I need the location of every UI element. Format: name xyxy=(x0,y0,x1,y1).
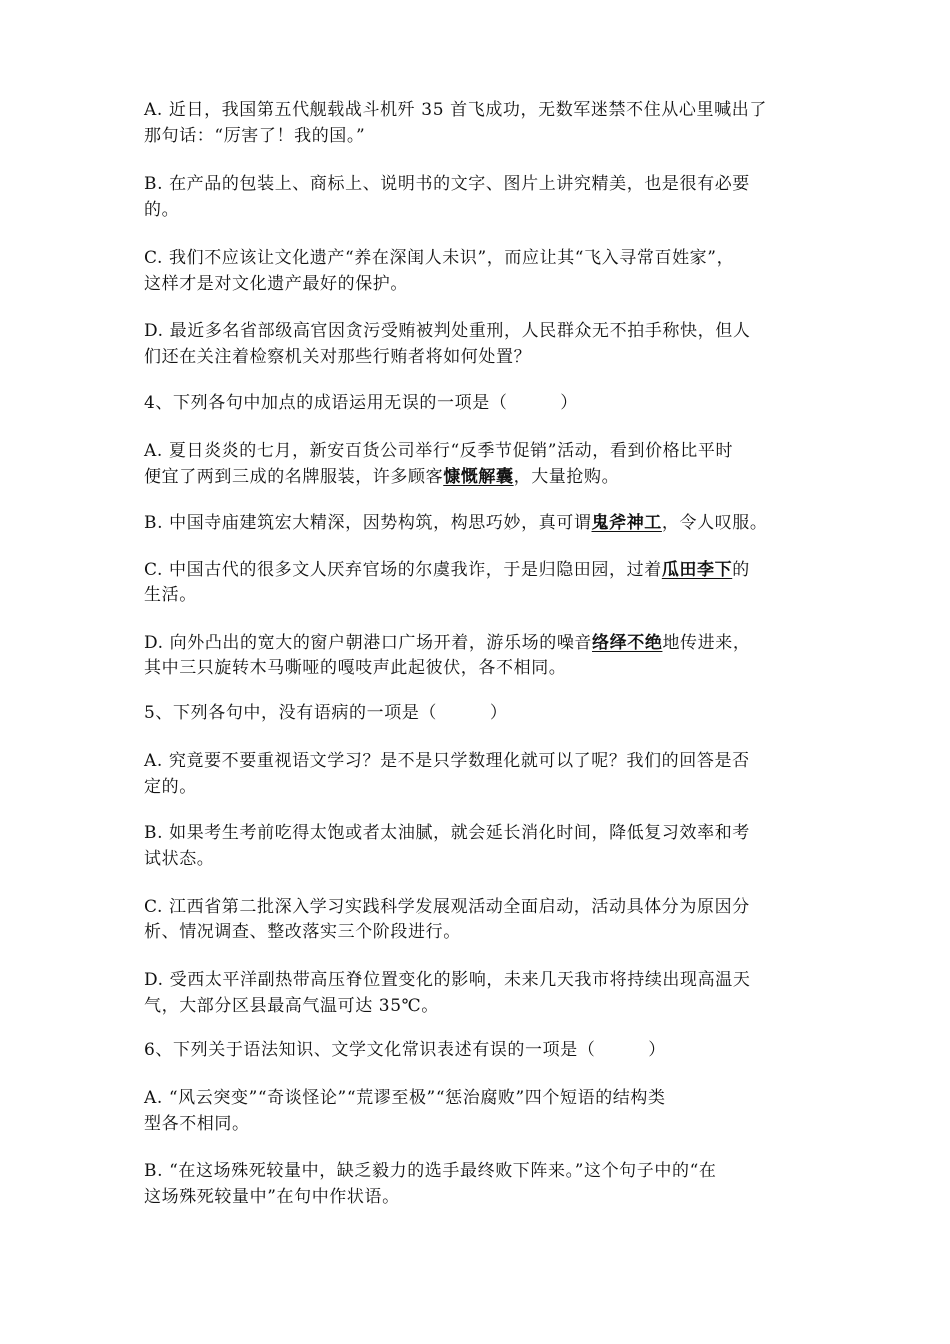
question-5-stem: 5、下列各句中，没有语病的一项是（ ） xyxy=(144,703,508,723)
q4-option-a-line-2 xyxy=(144,466,619,488)
q6-option-b-line-2: 这场殊死较量中”在句中作状语。 xyxy=(144,1187,400,1207)
q4-option-d-line-2: 其中三只旋转木马嘶哑的嘎吱声此起彼伏，各不相同。 xyxy=(144,658,567,678)
q4-option-d-idiom: 络绎不绝 xyxy=(592,633,663,653)
q4-option-c-idiom: 瓜田李下 xyxy=(661,560,733,580)
q6-option-a-line-2: 型各不相同。 xyxy=(144,1114,250,1134)
q6-option-b-line-1: B. “在这场殊死较量中，缺乏毅力的选手最终败下阵来。”这个句子中的“在 xyxy=(144,1161,717,1181)
q5-option-d-line-1: D. 受西太平洋副热带高压脊位置变化的影响，未来几天我市将持续出现高温天 xyxy=(144,970,751,990)
q5-option-c-line-2: 析、情况调查、整改落实三个阶段进行。 xyxy=(144,922,461,942)
q3-option-d-line-2: 们还在关注着检察机关对那些行贿者将如何处置？ xyxy=(144,347,532,367)
q4-option-c-tail: 的 xyxy=(732,560,750,580)
q3-option-b-line-1: B. 在产品的包装上、商标上、说明书的文字、图片上讲究精美，也是很有必要 xyxy=(144,174,750,194)
q4-option-d-text: D. 向外凸出的宽大的窗户朝港口广场开着，游乐场的噪音 xyxy=(144,633,593,653)
q5-option-a-line-1: A. 究竟要不要重视语文学习？是不是只学数理化就可以了呢？我们的回答是否 xyxy=(144,751,750,771)
q4-option-b-line-1 xyxy=(144,512,768,534)
q4-option-b-text: B. 中国寺庙建筑宏大精深，因势构筑，构思巧妙，真可谓 xyxy=(144,513,592,533)
q6-option-a-line-1: A. “风云突变”“奇谈怪论”“荒谬至极”“惩治腐败”四个短语的结构类 xyxy=(144,1088,666,1108)
q4-option-c-line-1 xyxy=(144,559,750,581)
q5-option-d-line-2: 气，大部分区县最高气温可达 35℃。 xyxy=(144,996,439,1016)
q4-option-a-idiom: 慷慨解囊 xyxy=(443,467,514,487)
q3-option-a-line-1: A. 近日，我国第五代舰载战斗机歼 35 首飞成功，无数军迷禁不住从心里喊出了 xyxy=(144,100,767,120)
q5-option-a-line-2: 定的。 xyxy=(144,777,197,797)
question-4-stem: 4、下列各句中加点的成语运用无误的一项是（ ） xyxy=(144,393,578,413)
q4-option-b-tail: ，令人叹服。 xyxy=(661,513,768,533)
q4-option-a-text: 便宜了两到三成的名牌服装，许多顾客 xyxy=(144,467,444,487)
q4-option-c-line-2: 生活。 xyxy=(144,585,197,605)
q5-option-b-line-2: 试状态。 xyxy=(144,849,215,869)
q5-option-c-line-1: C. 江西省第二批深入学习实践科学发展观活动全面启动，活动具体分为原因分 xyxy=(144,897,750,917)
q3-option-c-line-2: 这样才是对文化遗产最好的保护。 xyxy=(144,274,408,294)
q3-option-d-line-1: D. 最近多名省部级高官因贪污受贿被判处重刑，人民群众无不拍手称快，但人 xyxy=(144,321,751,341)
q5-option-b-line-1: B. 如果考生考前吃得太饱或者太油腻，就会延长消化时间，降低复习效率和考 xyxy=(144,823,750,843)
q3-option-c-line-1: C. 我们不应该让文化遗产“养在深闺人未识”，而应让其“飞入寻常百姓家”， xyxy=(144,248,735,268)
q4-option-d-line-1 xyxy=(144,632,750,654)
q3-option-b-line-2: 的。 xyxy=(144,200,180,220)
q4-option-d-tail: 地传进来， xyxy=(662,633,751,653)
q4-option-a-tail: ，大量抢购。 xyxy=(513,467,620,487)
q4-option-b-idiom: 鬼斧神工 xyxy=(591,513,662,533)
q4-option-a-line-1: A. 夏日炎炎的七月，新安百货公司举行“反季节促销”活动，看到价格比平时 xyxy=(144,441,734,461)
question-6-stem: 6、下列关于语法知识、文学文化常识表述有误的一项是（ ） xyxy=(144,1040,666,1060)
q3-option-a-line-2: 那句话：“厉害了！我的国。” xyxy=(144,126,366,146)
q4-option-c-text: C. 中国古代的很多文人厌弃官场的尔虞我诈，于是归隐田园，过着 xyxy=(144,560,662,580)
